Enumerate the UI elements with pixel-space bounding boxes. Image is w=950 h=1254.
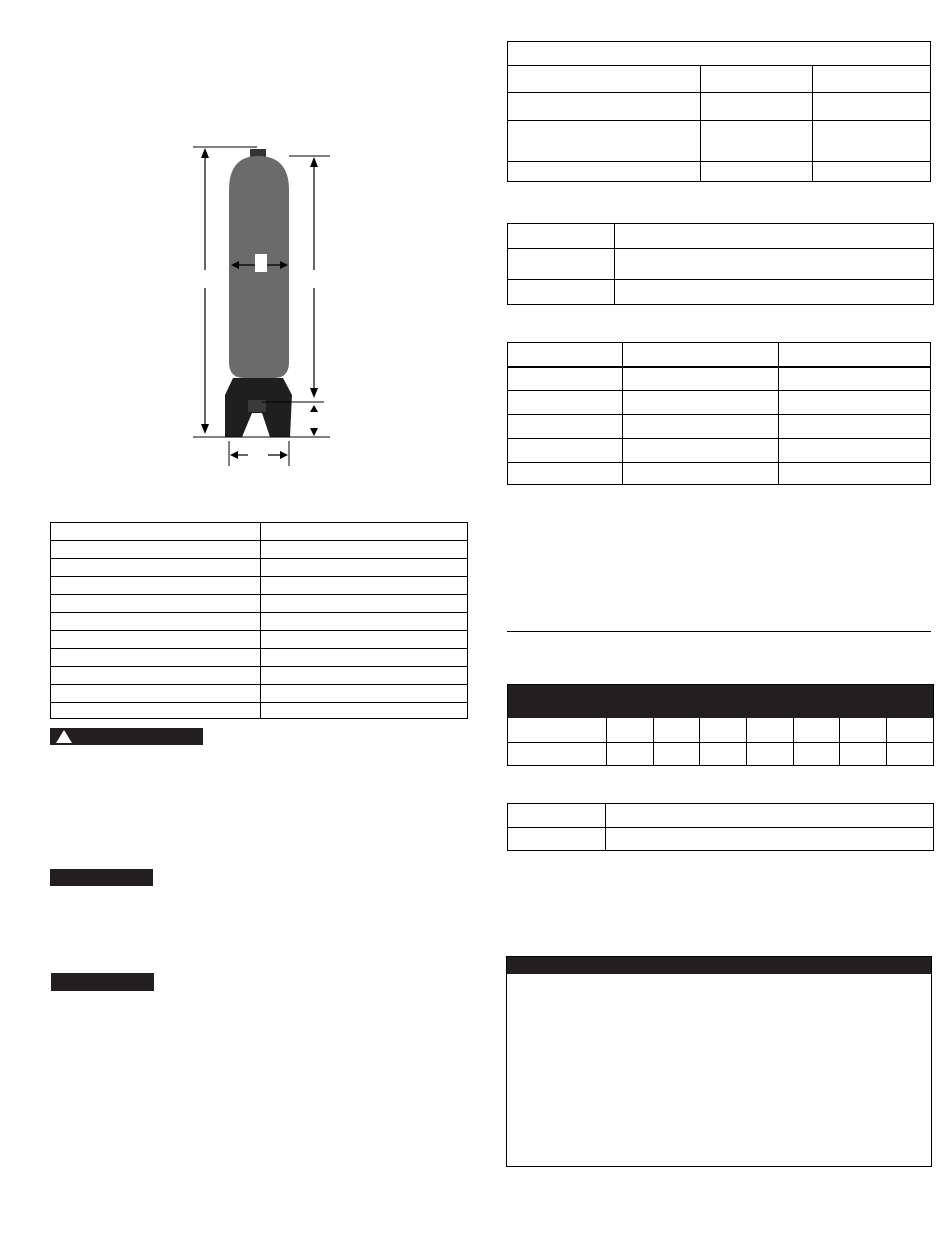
table-row <box>51 666 467 667</box>
table-column-divider <box>700 65 701 182</box>
specifications-table-divider <box>260 523 261 718</box>
connection-table <box>507 803 934 851</box>
table-row <box>508 827 933 828</box>
settings-table <box>507 684 934 766</box>
diameter-label-box <box>255 254 267 272</box>
table-row <box>508 161 930 162</box>
table-header-row <box>508 366 930 368</box>
warning-banner <box>50 728 203 745</box>
section-divider <box>507 631 931 632</box>
capacity-table <box>507 342 931 485</box>
table-column-divider <box>886 718 887 766</box>
table-row <box>51 594 467 595</box>
table-row <box>51 702 467 703</box>
pressure-table <box>507 223 934 305</box>
notes-box <box>506 956 932 1167</box>
table-row <box>508 742 933 743</box>
table-column-divider <box>839 718 840 766</box>
settings-table-header <box>508 685 933 718</box>
table-row <box>508 120 930 121</box>
specifications-table <box>50 522 468 719</box>
warning-triangle-icon <box>56 730 72 743</box>
table-row <box>51 612 467 613</box>
table-column-divider <box>614 224 615 304</box>
table-row <box>51 648 467 649</box>
table-column-divider <box>699 718 700 766</box>
table-column-divider <box>778 343 779 484</box>
model-table <box>507 41 931 182</box>
notice-banner <box>51 973 154 991</box>
table-header-row <box>508 65 930 66</box>
tank-dimension-diagram <box>180 140 340 470</box>
table-row <box>508 279 933 280</box>
table-row <box>51 540 467 541</box>
table-row <box>51 684 467 685</box>
table-row <box>508 414 930 415</box>
table-row <box>508 462 930 463</box>
table-column-divider <box>653 718 654 766</box>
caution-banner <box>50 869 153 886</box>
table-row <box>51 558 467 559</box>
table-row <box>51 630 467 631</box>
table-row <box>508 438 930 439</box>
table-column-divider <box>812 65 813 182</box>
table-column-divider <box>622 343 623 484</box>
table-column-divider <box>746 718 747 766</box>
table-column-divider <box>606 718 607 766</box>
table-row <box>508 92 930 93</box>
table-column-divider <box>793 718 794 766</box>
table-column-divider <box>605 804 606 850</box>
table-row <box>51 576 467 577</box>
table-row <box>508 248 933 249</box>
notes-box-header <box>507 957 931 974</box>
table-row <box>508 390 930 391</box>
